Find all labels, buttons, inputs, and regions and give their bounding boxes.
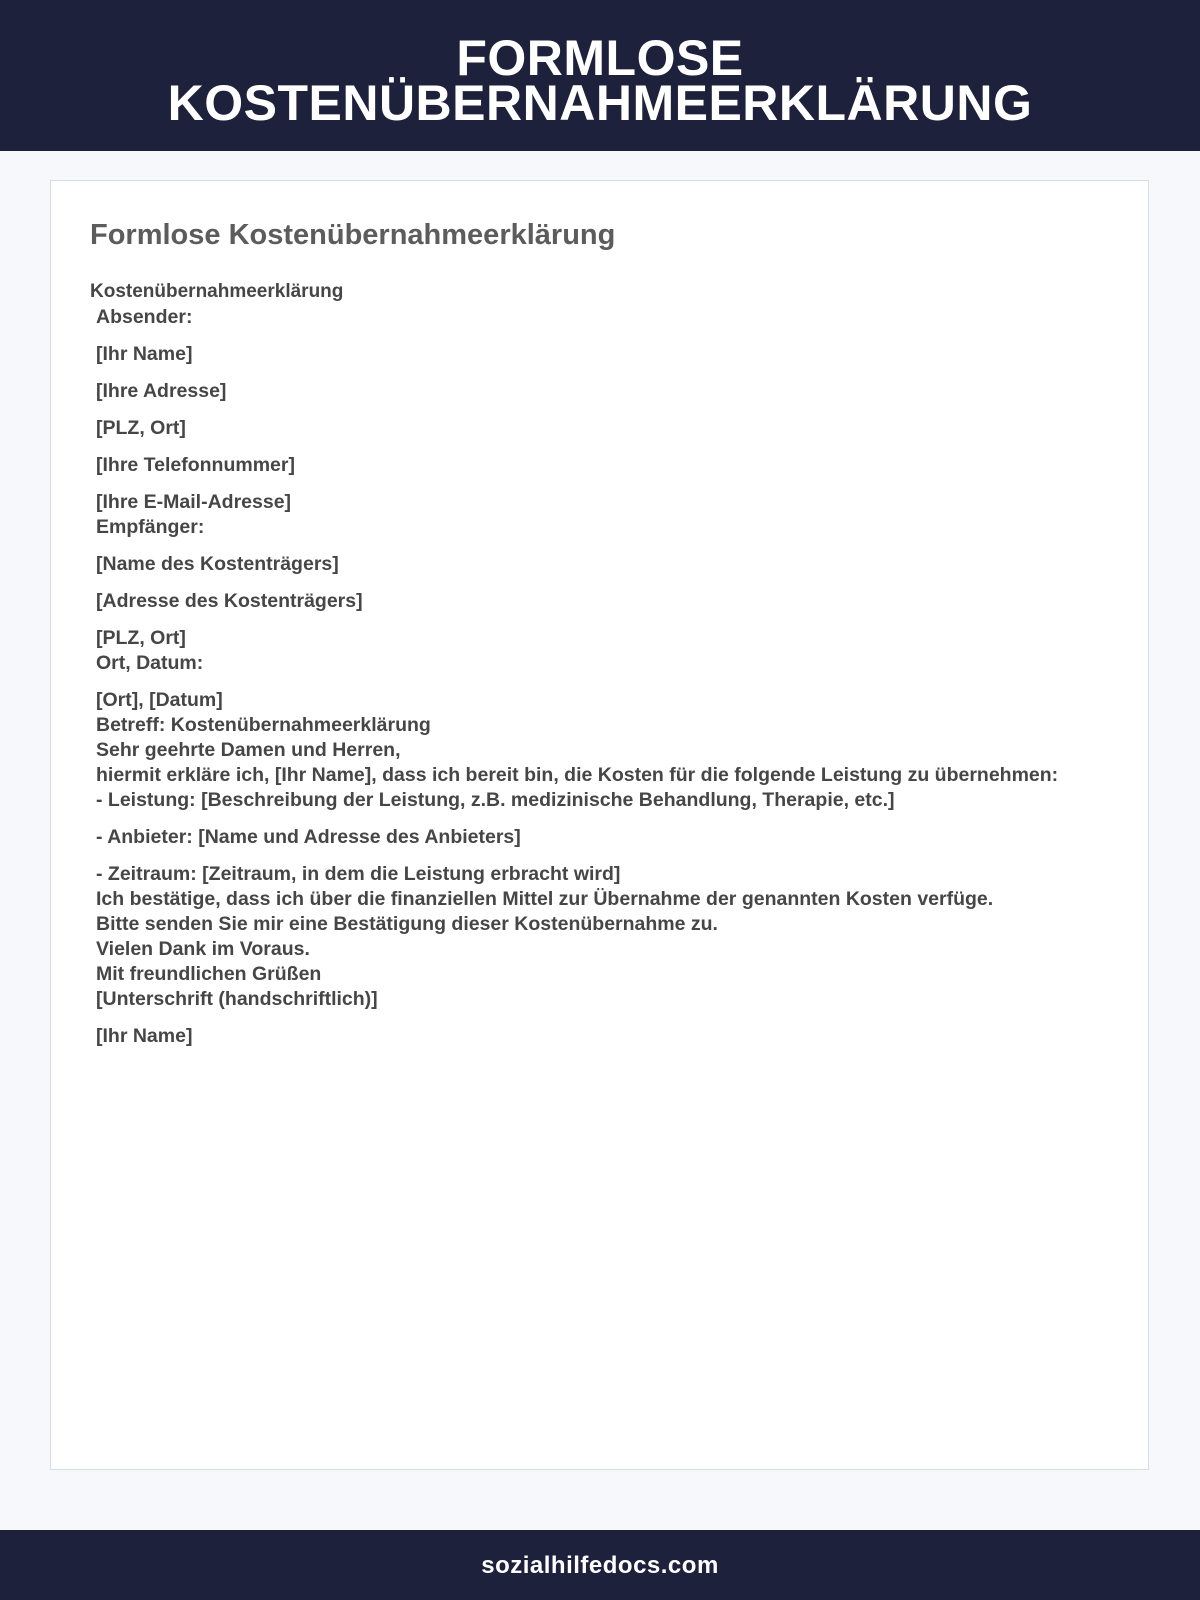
date-value: [Ort], [Datum]: [96, 689, 223, 711]
request-text: Bitte senden Sie mir eine Bestätigung dieser Kostenübernahme zu.: [96, 913, 718, 935]
recipient-name: [Name des Kostenträgers]: [96, 553, 339, 575]
signer-name: [Ihr Name]: [96, 1025, 193, 1047]
document-subtitle: Kostenübernahmeerklärung: [90, 281, 344, 302]
thanks-text: Vielen Dank im Voraus.: [96, 938, 310, 960]
subject-line: Betreff: Kostenübernahmeerklärung: [96, 714, 431, 736]
sender-name: [Ihr Name]: [96, 343, 193, 365]
date-label: Ort, Datum:: [96, 652, 204, 674]
sender-label: Absender:: [96, 306, 193, 328]
recipient-label: Empfänger:: [96, 516, 205, 538]
confirmation-text: Ich bestätige, dass ich über die finanziellen Mittel zur Übernahme der genannten Kosten verfüge.: [96, 888, 994, 910]
list-item-service: - Leistung: [Beschreibung der Leistung, z.B. medizinische Behandlung, Therapie, etc.]: [96, 789, 895, 811]
recipient-address: [Adresse des Kostenträgers]: [96, 590, 363, 612]
intro-text: hiermit erkläre ich, [Ihr Name], dass ich bereit bin, die Kosten für die folgende Leistung zu übernehmen:: [96, 764, 1059, 786]
document-body: [90, 280, 1130, 1061]
salutation: Sehr geehrte Damen und Herren,: [96, 739, 401, 761]
list-item-provider: - Anbieter: [Name und Adresse des Anbieters]: [96, 826, 521, 848]
banner-title: [0, 0, 1200, 131]
top-banner: [0, 0, 1200, 151]
document-heading: Formlose Kostenübernahmeerklärung: [90, 219, 616, 251]
signature-placeholder: [Unterschrift (handschriftlich)]: [96, 988, 378, 1010]
closing-text: Mit freundlichen Grüßen: [96, 963, 322, 985]
banner-title-line-2: KOSTENÜBERNAHMEERKLÄRUNG: [167, 75, 1033, 131]
document-card: [50, 180, 1149, 1470]
sender-email: [Ihre E-Mail-Adresse]: [96, 491, 292, 513]
sender-phone: [Ihre Telefonnummer]: [96, 454, 295, 476]
list-item-period: - Zeitraum: [Zeitraum, in dem die Leistung erbracht wird]: [96, 863, 621, 885]
sender-city: [PLZ, Ort]: [96, 417, 186, 439]
recipient-city: [PLZ, Ort]: [96, 627, 186, 649]
footer-site-name: sozialhilfedocs.com: [481, 1552, 719, 1579]
sender-address: [Ihre Adresse]: [96, 380, 227, 402]
bottom-banner: [0, 1530, 1200, 1600]
banner-title-line-1: FORMLOSE: [456, 30, 744, 86]
